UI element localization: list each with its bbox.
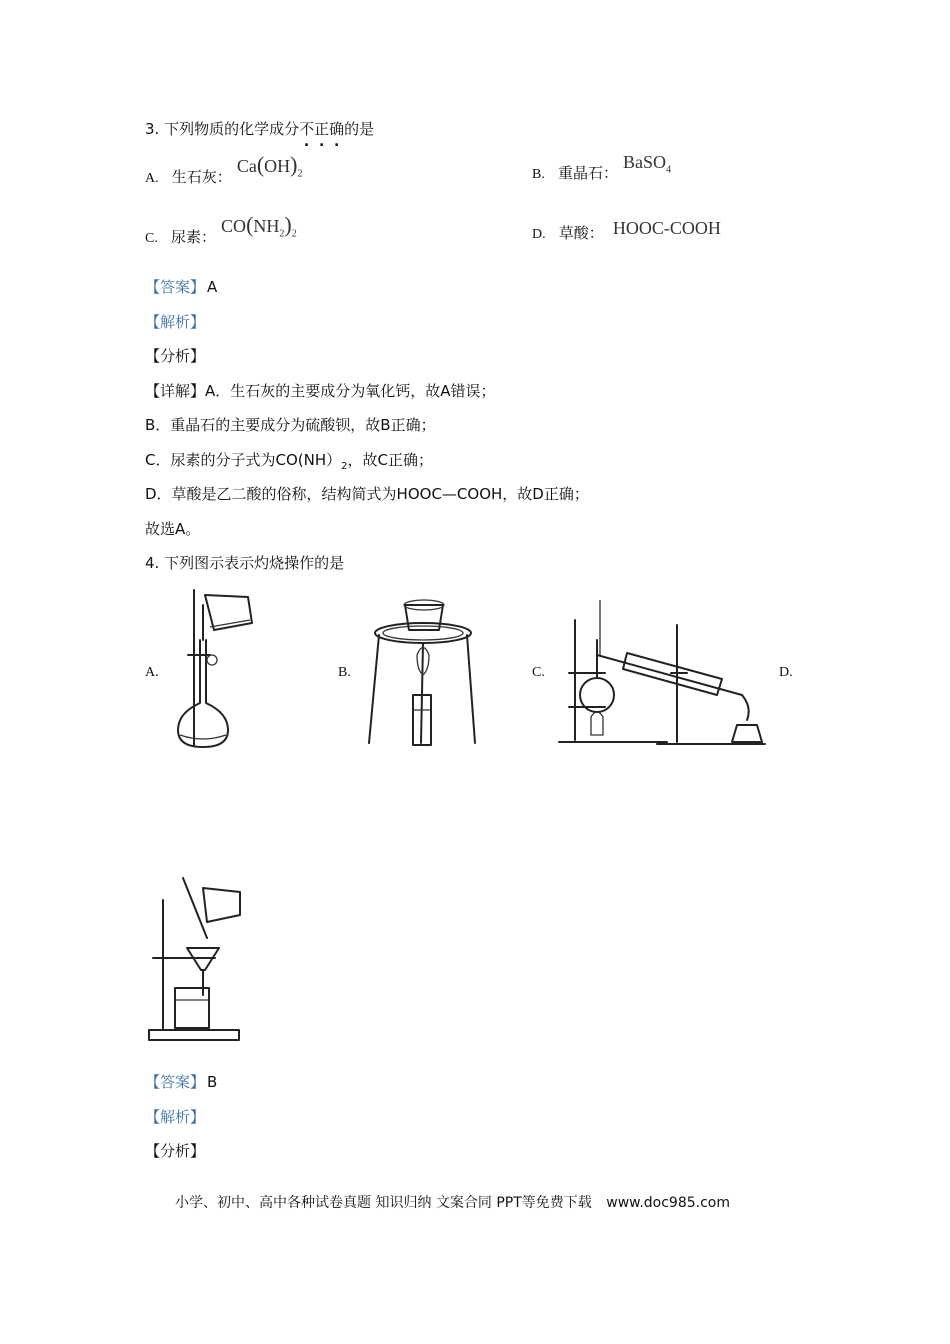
volumetric-flask-icon <box>170 585 265 750</box>
formula-caoh2: $Ca(OH)_2$ <box>236 152 303 180</box>
q4-option-c-label: C. <box>532 665 545 680</box>
q3-detail-line-4: D．草酸是乙二酸的俗称，结构简式为HOOC—COOH，故D正确； <box>145 485 589 503</box>
q3-option-a: A. 生石灰： $Ca(OH)_2$ <box>145 152 303 186</box>
distillation-apparatus-icon <box>557 595 767 750</box>
q4-answer: 【答案】 B <box>145 1073 218 1091</box>
q3-detail-line-5: 故选A。 <box>145 520 201 538</box>
formula-baso4: BaSO$_4$ <box>623 152 672 176</box>
q3-stem-emph-1: 不 <box>299 120 315 138</box>
formula-oxalic: HOOC-COOH <box>612 218 721 238</box>
q4-option-a-label: A. <box>145 665 159 680</box>
q4-option-b-label: B. <box>338 665 351 680</box>
filtration-apparatus-icon <box>145 870 245 1045</box>
footer-text: 小学、初中、高中各种试卷真题 知识归纳 文案合同 PPT等免费下载 <box>175 1195 592 1211</box>
q3-detail-line-2: B．重晶石的主要成分为硫酸钡，故B正确； <box>145 416 436 434</box>
q4-fenxi-label: 【分析】 <box>145 1142 206 1160</box>
q3-analysis-label: 【解析】 <box>145 313 206 331</box>
page-footer <box>175 1192 730 1212</box>
q3-option-c: C. 尿素： $CO(NH_2)_2$ <box>145 212 297 246</box>
q3-option-d: D. 草酸： HOOC-COOH <box>532 218 721 242</box>
q4-analysis-label: 【解析】 <box>145 1108 206 1126</box>
footer-link[interactable]: www.doc985.com <box>606 1195 730 1211</box>
q3-stem-emph-3: 确 <box>329 120 345 138</box>
q3-answer: 【答案】 A <box>145 278 218 296</box>
crucible-on-tripod-icon <box>365 585 480 750</box>
q4-option-d-label: D. <box>779 665 793 680</box>
q3-detail-line-1: 【详解】A．生石灰的主要成分为氧化钙，故A错误； <box>145 382 496 400</box>
q3-option-b: B. 重晶石： BaSO$_4$ <box>532 152 672 182</box>
q4-stem: 4. 下列图示表示灼烧操作的是 <box>145 554 345 572</box>
q3-stem: 3. 下列物质的化学成分不正确的是 <box>145 120 375 138</box>
q3-stem-emph-2: 正 <box>314 120 330 138</box>
formula-urea: $CO(NH_2)_2$ <box>221 212 297 240</box>
q3-detail-line-3: C．尿素的分子式为$CO(NH)_2$，故C正确； <box>145 451 433 472</box>
q3-fenxi-label: 【分析】 <box>145 347 206 365</box>
